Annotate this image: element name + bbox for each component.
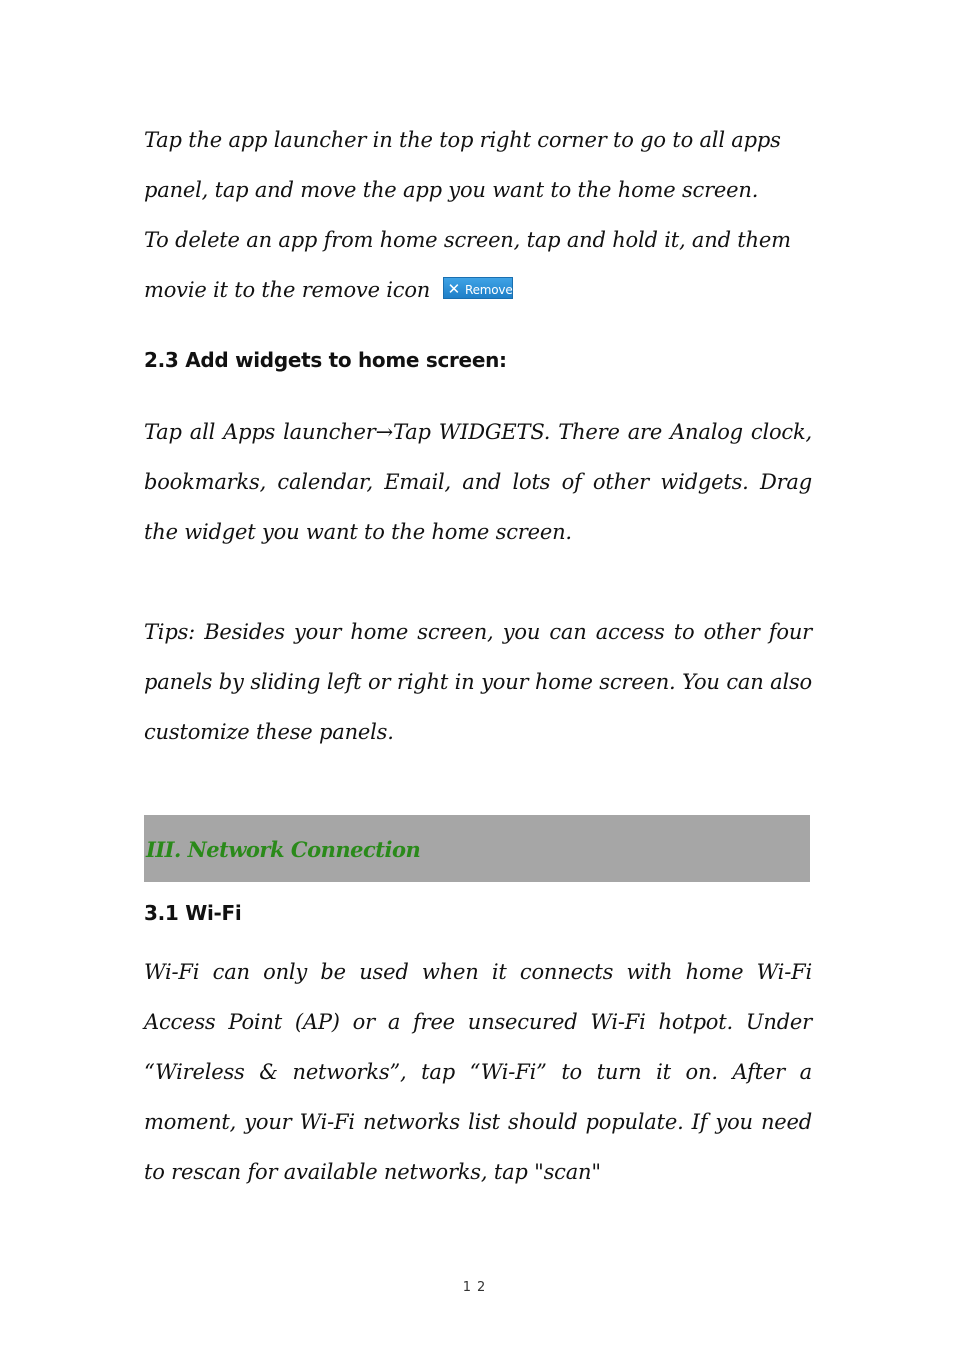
- paragraph-wifi: Wi-Fi can only be used when it connects with home Wi-Fi Access Point (AP) or a free unsecured Wi-Fi hotpot. Under “Wireless & networks”, tap “Wi-Fi” to turn it on. After a moment, your Wi-Fi networks list should populate. If you need to rescan for available networks, tap "scan": [144, 960, 812, 1184]
- heading-wifi: 3.1 Wi-Fi: [144, 901, 242, 925]
- remove-button-label: Remove: [465, 282, 513, 297]
- heading-add-widgets: 2.3 Add widgets to home screen:: [144, 348, 507, 372]
- paragraph-widgets: Tap all Apps launcher→Tap WIDGETS. There are Analog clock, bookmarks, calendar, Email, and lots of other widgets. Drag the widget you want to the home screen.: [144, 420, 812, 544]
- paragraph-app-launcher: Tap the app launcher in the top right corner to go to all apps panel, tap and move the app you want to the home screen.: [144, 128, 781, 202]
- page-number: 12: [462, 1280, 492, 1295]
- paragraph-tips: Tips: Besides your home screen, you can access to other four panels by sliding left or right in your home screen. You can also customize these panels.: [144, 620, 812, 744]
- paragraph-delete-app: [144, 215, 812, 315]
- paragraph-delete-app-text: To delete an app from home screen, tap and hold it, and them movie it to the remove icon: [144, 228, 791, 302]
- remove-button-image: [443, 277, 513, 299]
- close-icon: ✕: [447, 279, 460, 298]
- section-title-network-connection: III. Network Connection: [146, 837, 421, 862]
- section-header-bar: [144, 815, 810, 882]
